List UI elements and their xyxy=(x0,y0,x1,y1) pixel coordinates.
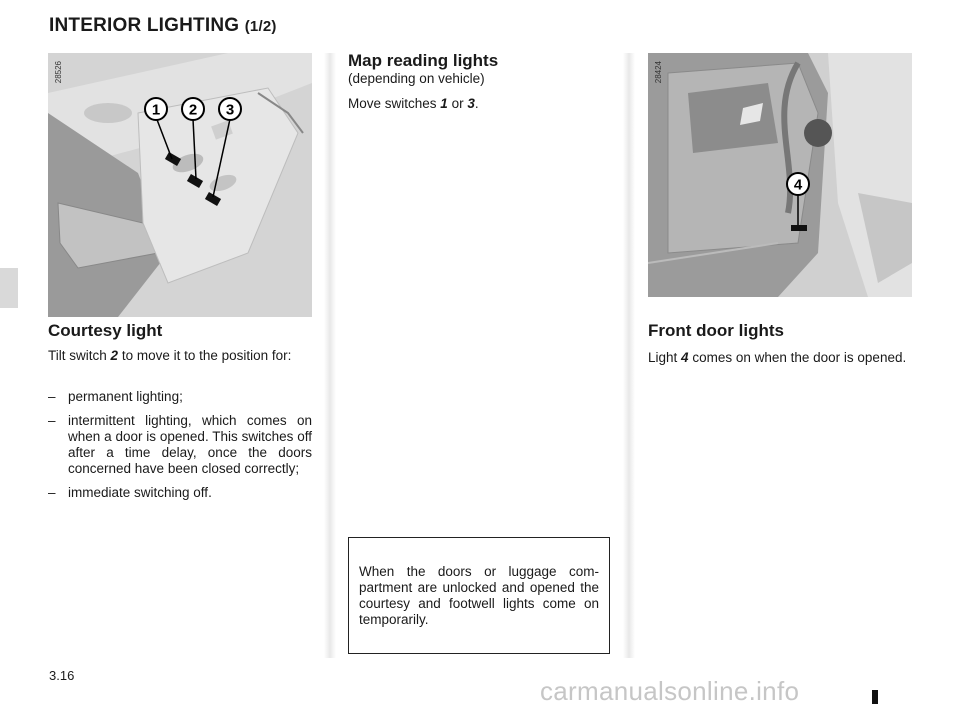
list-item-text: permanent lighting; xyxy=(68,389,183,404)
list-item xyxy=(48,389,312,405)
page-title-suffix: (1/2) xyxy=(244,18,277,35)
courtesy-options-list xyxy=(48,389,312,509)
list-item xyxy=(48,485,312,501)
page-title xyxy=(49,15,277,37)
map-text-mid: or xyxy=(451,96,464,111)
map-text-post: . xyxy=(474,96,479,111)
front-door-text-pre: Light xyxy=(648,350,678,365)
callout-4-label: 4 xyxy=(793,176,803,194)
callout-1-label: 1 xyxy=(151,101,161,119)
list-dash: – xyxy=(48,389,56,404)
note-box xyxy=(348,537,610,654)
list-item xyxy=(48,413,312,477)
image-code: 28424 xyxy=(654,61,663,84)
switch-1-ref: 1 xyxy=(440,96,448,111)
column-divider xyxy=(623,53,635,658)
map-text-pre: Move switches xyxy=(348,96,437,111)
section-tab xyxy=(0,268,18,308)
front-door-illustration xyxy=(648,53,912,297)
front-door-text-post: comes on when the door is opened. xyxy=(692,350,907,365)
note-text: When the doors or luggage com-partment are unlocked and opened the courtesy and footwell lights come on temporarily. xyxy=(359,564,599,627)
switch-2-ref: 2 xyxy=(110,348,119,363)
list-item-text: intermittent lighting, which comes on when a door is opened. This switches off after a time delay, once the doors concerned have been closed correctly; xyxy=(68,413,312,476)
callout-1 xyxy=(145,98,167,120)
callout-2 xyxy=(182,98,204,120)
column-divider xyxy=(324,53,336,658)
callout-2-label: 2 xyxy=(188,101,198,119)
map-subheading: (depending on vehicle) xyxy=(348,71,485,86)
page-title-main: INTERIOR LIGHTING xyxy=(49,15,240,36)
switch-3-ref: 3 xyxy=(467,96,475,111)
courtesy-heading: Courtesy light xyxy=(48,321,163,340)
callout-3 xyxy=(219,98,241,120)
courtesy-intro-pre: Tilt switch xyxy=(48,348,107,363)
overhead-console-illustration xyxy=(48,53,312,317)
callout-4 xyxy=(787,173,809,195)
footer-mark xyxy=(872,690,878,704)
courtesy-intro xyxy=(48,348,312,364)
front-door-heading: Front door lights xyxy=(648,321,784,340)
courtesy-intro-post: to move it to the position for: xyxy=(121,348,292,363)
list-dash: – xyxy=(48,413,56,428)
light-4-ref: 4 xyxy=(681,350,689,365)
front-door-text xyxy=(648,350,912,366)
image-code: 28526 xyxy=(54,61,63,84)
page-number: 3.16 xyxy=(49,668,75,683)
list-dash: – xyxy=(48,485,56,500)
watermark: carmanualsonline.info xyxy=(540,676,800,706)
map-text xyxy=(348,96,479,112)
callout-3-label: 3 xyxy=(225,101,235,119)
map-heading: Map reading lights xyxy=(348,51,499,70)
list-item-text: immediate switching off. xyxy=(68,485,212,500)
